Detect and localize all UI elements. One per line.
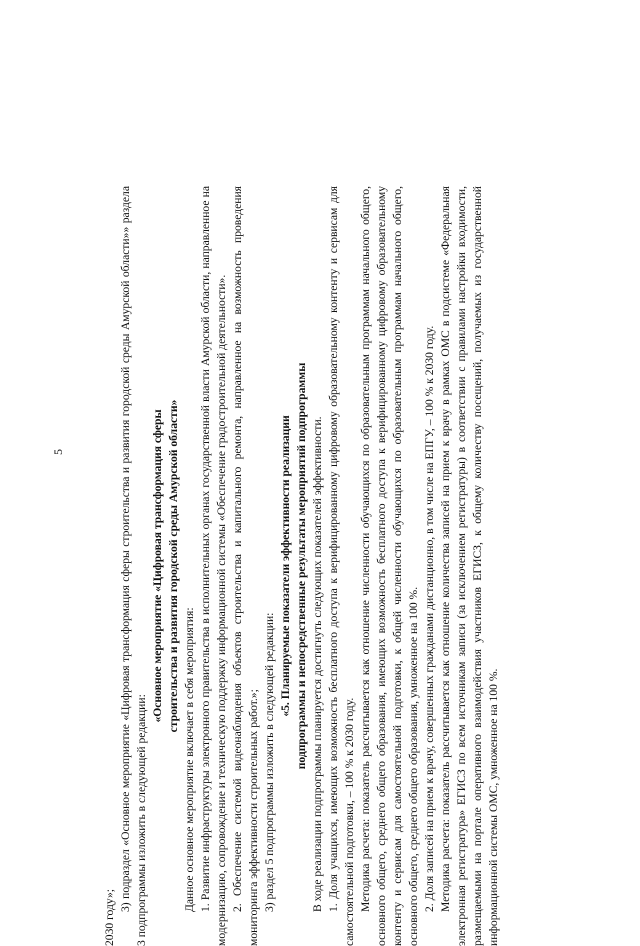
- section-heading: «5. Планируемые показатели эффективности реализации: [279, 415, 292, 717]
- paragraph: 3) подраздел «Основное мероприятие «Цифровая трансформация сферы строительства и развития городской среды Амурской области»» раздела 3 подпрограммы изложить в следующей редакции:: [119, 186, 148, 946]
- section-heading: «Основное мероприятие «Цифровая трансформация сферы: [151, 409, 164, 723]
- paragraph: 3) раздел 5 подпрограммы изложить в следующей редакции:: [263, 612, 276, 912]
- paragraph: В ходе реализации подпрограммы планируется достигнуть следующих показателей эффективности.: [311, 416, 324, 912]
- paragraph: 2030 году»;: [103, 888, 116, 946]
- paragraph: 2. Доля записей на прием к врачу, совершенных гражданами дистанционно, в том числе на ЕПГУ, – 100 % к 2030 году.: [423, 325, 436, 912]
- paragraph: Методика расчета: показатель рассчитывается как отношение численности обучающихся по образовательным программам начального общего, основного общего, среднего общего образования, имеющих возможность бесплатного доступа к верифицированному цифровому образовательному контенту и сервисам для самостоятельной подготовки, к общей численности обучающихся по образовательным программам начального общего, основного общего, среднего общего образования, умноженное на 100 %.: [359, 186, 420, 946]
- paragraph: 1. Развитие инфраструктуры электронного правительства в исполнительных органах государственной власти Амурской области, направленное на модернизацию, сопровождение и техническую поддержку информационной системы «Обеспечение градостроительной деятельности».: [199, 186, 228, 946]
- paragraph: Данное основное мероприятие включает в себя мероприятия:: [183, 607, 196, 912]
- paragraph: 1. Доля учащихся, имеющих возможность бесплатного доступа к верифицированному цифровому образовательному контенту и сервисам для самостоятельной подготовки, – 100 % к 2030 году.: [327, 186, 356, 946]
- paragraph: Методика расчета: показатель рассчитывается как отношение количества записей на прием к врачу в рамках ОМС в подсистеме «Федеральная электронная регистратура» ЕГИСЗ по всем источникам записи (за исключением регистратуры) в соответствии с правилами настройки входимости, размещаемыми на портале оперативного взаимодействия участников ЕГИСЗ, к общему количеству посещений, получаемых из государственной информационной системы ОМС, умноженное на 100 %.: [439, 186, 500, 946]
- paragraph: 2. Обеспечение системой видеонаблюдения объектов строительства и капитального ремонта, направленное на возможность проведения мониторинга эффективности строительных работ.»;: [231, 186, 260, 946]
- document-body: [102, 186, 502, 946]
- page-number: 5: [51, 449, 65, 455]
- section-heading: подпрограммы и непосредственные результаты мероприятий подпрограммы: [295, 362, 308, 770]
- section-heading: строительства и развития городской среды Амурской области»: [167, 399, 180, 733]
